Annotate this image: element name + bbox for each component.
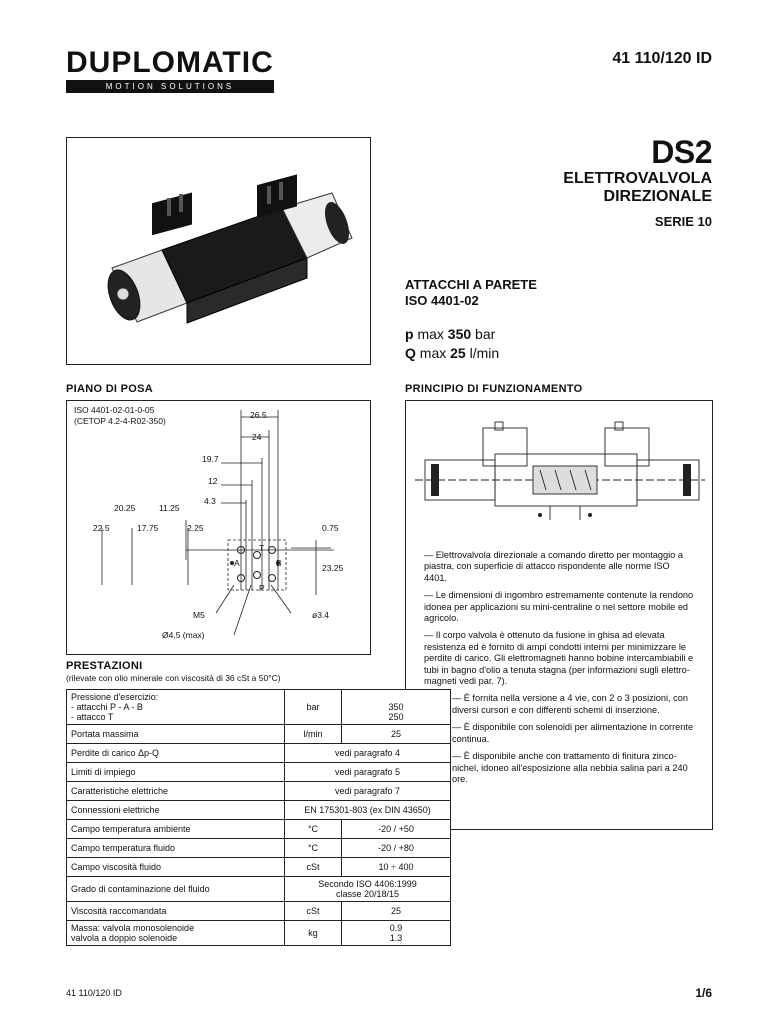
flow-spec [405, 344, 499, 363]
port-t: T [259, 543, 265, 553]
flow-max: max [419, 345, 447, 361]
table-row [67, 921, 451, 946]
table-cell-label: Campo temperatura ambiente [67, 820, 285, 839]
pressure-flow-spec [405, 325, 499, 363]
table-cell-value: 0.9 1.3 [342, 921, 451, 946]
table-row [67, 744, 451, 763]
mounting-standard-line1: ISO 4401-02-01-0-05 [74, 405, 155, 415]
table-cell-label: Perdite di carico Δp-Q [67, 744, 285, 763]
table-row [67, 782, 451, 801]
dim-17-75: 17.75 [137, 523, 159, 533]
company-logo: DUPLOMATIC [66, 46, 274, 79]
table-cell-value: EN 175301-803 (ex DIN 43650) [285, 801, 451, 820]
table-cell-value: -20 / +80 [342, 839, 451, 858]
product-series: SERIE 10 [654, 214, 712, 229]
table-cell-label: Massa: valvola monosolenoide valvola a doppio solenoide [67, 921, 285, 946]
dim-4-3: 4.3 [204, 496, 216, 506]
principle-bullet-6: — È disponibile anche con trattamento di finitura zinco-nichel, idoneo all'esposizione alla nebbia salina pari a 240 ore. [452, 751, 688, 784]
port-p: P [259, 583, 265, 593]
pressure-symbol: p [405, 326, 414, 342]
dim-4-5-max: Ø4.5 (max) [162, 630, 205, 640]
table-row [67, 877, 451, 902]
table-row [67, 820, 451, 839]
flow-value: 25 [450, 345, 466, 361]
table-cell-label: Campo temperatura fluido [67, 839, 285, 858]
table-cell-unit: bar [285, 690, 342, 725]
table-cell-unit: cSt [285, 858, 342, 877]
mounting-spec [405, 277, 537, 309]
product-photo [66, 137, 371, 365]
principle-bullet-5: — È disponibile con solenoidi per alimentazione in corrente continua. [452, 722, 694, 744]
dim-20-25: 20.25 [114, 503, 136, 513]
table-cell-label: Campo viscosità fluido [67, 858, 285, 877]
principle-bullet-4: — È fornita nella versione a 4 vie, con 2 o 3 posizioni, con diversi cursori e con differenti schemi di inserzione. [452, 693, 688, 715]
table-cell-unit: l/min [285, 725, 342, 744]
mounting-line2: ISO 4401-02 [405, 293, 479, 308]
principle-bullet-2: — Le dimensioni di ingombro estremamente contenute la rendono idonea per applicazioni su mini-centraline o nel settore mobile ed agricolo. [424, 590, 694, 624]
dim-2-25: 2.25 [187, 523, 204, 533]
table-row [67, 725, 451, 744]
flow-unit: l/min [469, 345, 500, 361]
table-cell-value: 25 [342, 725, 451, 744]
dim-m5: M5 [193, 610, 205, 620]
mounting-standard-line2: (CETOP 4.2-4-R02-350) [74, 416, 166, 426]
performance-section-title: PRESTAZIONI [66, 660, 143, 672]
table-cell-label: Pressione d'esercizio: - attacchi P - A - B - attacco T [67, 690, 285, 725]
dim-19-7: 19.7 [202, 454, 219, 464]
performance-subtitle: (rilevate con olio minerale con viscosità di 36 cSt a 50°C) [66, 673, 281, 683]
table-cell-value: vedi paragrafo 4 [285, 744, 451, 763]
product-code: DS2 [651, 134, 712, 170]
product-title-line1: ELETTROVALVOLA [563, 170, 712, 187]
table-cell-value: vedi paragrafo 5 [285, 763, 451, 782]
principle-bullet-3: — Il corpo valvola è ottenuto da fusione in ghisa ad elevata resistenza ed è fornito di ampi condotti interni per minimizzare le perdite di carico. Gli elettromagneti hanno bobine intercambiabili e tubi in bagno d'olio a tenuta stagna (per informazioni sugli elettro-magneti vedi par. 7). [424, 630, 694, 687]
table-cell-value: 25 [342, 902, 451, 921]
table-cell-value: -20 / +50 [342, 820, 451, 839]
pressure-max: max [417, 326, 444, 342]
table-cell-value: Secondo ISO 4406:1999 classe 20/18/15 [285, 877, 451, 902]
principle-bullet-1: — Elettrovalvola direzionale a comando diretto per montaggio a piastra, con superficie di attacco rispondente alle norme ISO 4401. [424, 550, 683, 583]
table-cell-unit: °C [285, 839, 342, 858]
port-a: A [234, 558, 240, 568]
dim-24: 24 [252, 432, 262, 442]
table-cell-label: Caratteristiche elettriche [67, 782, 285, 801]
table-cell-value: vedi paragrafo 7 [285, 782, 451, 801]
dim-22-5: 22.5 [93, 523, 110, 533]
mounting-section-title: PIANO DI POSA [66, 383, 154, 395]
table-cell-value: 350 250 [342, 690, 451, 725]
page-number: 1/6 [695, 986, 712, 1000]
dim-23-25: 23.25 [322, 563, 344, 573]
table-row [67, 839, 451, 858]
table-cell-unit: cSt [285, 902, 342, 921]
product-title [563, 170, 712, 206]
table-cell-unit: °C [285, 820, 342, 839]
pressure-spec [405, 325, 499, 344]
table-row [67, 763, 451, 782]
dim-12: 12 [208, 476, 218, 486]
table-cell-label: Connessioni elettriche [67, 801, 285, 820]
footer-doc-code: 41 110/120 ID [66, 988, 122, 998]
pressure-value: 350 [447, 326, 472, 342]
principle-description [424, 550, 694, 791]
port-b: B [276, 558, 282, 568]
table-cell-label: Limiti di impiego [67, 763, 285, 782]
dim-0-75: 0.75 [322, 523, 339, 533]
dim-26-5: 26.5 [250, 410, 267, 420]
product-title-line2: DIREZIONALE [603, 188, 712, 205]
valve-section-drawing [415, 420, 705, 535]
table-row [67, 690, 451, 725]
valve-illustration [67, 138, 370, 364]
table-cell-value: 10 ÷ 400 [342, 858, 451, 877]
table-cell-label: Grado di contaminazione del fluido [67, 877, 285, 902]
table-cell-label: Portata massima [67, 725, 285, 744]
table-cell-label: Viscosità raccomandata [67, 902, 285, 921]
pressure-unit: bar [475, 326, 496, 342]
mounting-line1: ATTACCHI A PARETE [405, 277, 537, 292]
table-cell-unit: kg [285, 921, 342, 946]
table-row [67, 801, 451, 820]
dim-3-4: ø3.4 [312, 610, 330, 620]
flow-symbol: Q [405, 345, 416, 361]
dim-11-25: 11.25 [159, 503, 180, 513]
logo-tagline: MOTION SOLUTIONS [66, 80, 274, 93]
principle-section-title: PRINCIPIO DI FUNZIONAMENTO [405, 383, 583, 395]
table-row [67, 902, 451, 921]
table-row [67, 858, 451, 877]
document-code: 41 110/120 ID [612, 50, 712, 67]
performance-table [66, 689, 451, 946]
